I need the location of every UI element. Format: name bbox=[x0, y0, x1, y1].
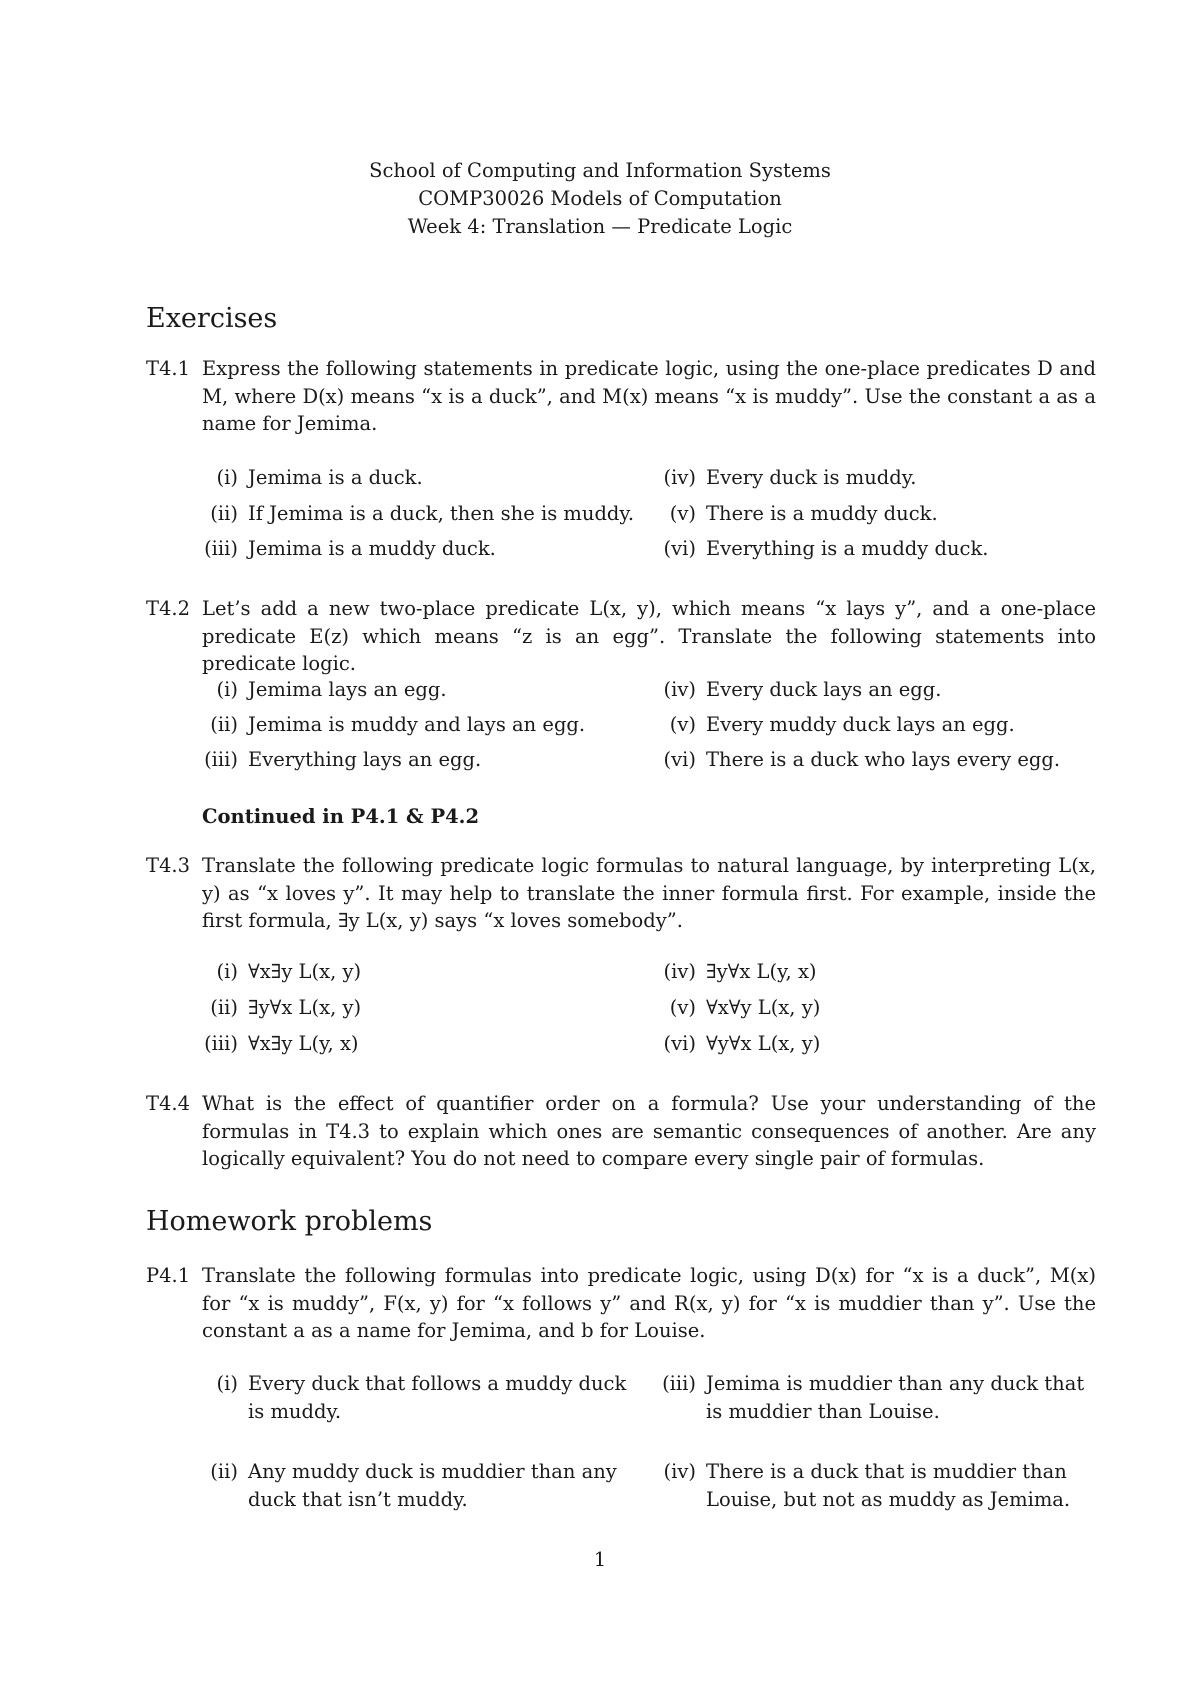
item-label: (iv) bbox=[663, 1460, 696, 1483]
item-text: Jemima is a muddy duck. bbox=[248, 537, 496, 560]
item-label: (iv) bbox=[663, 678, 696, 701]
homework-heading: Homework problems bbox=[146, 1206, 433, 1237]
problem-number: T4.1 bbox=[146, 357, 191, 380]
item-label: (iv) bbox=[663, 466, 696, 489]
problem-number: T4.2 bbox=[146, 597, 191, 620]
list-item bbox=[216, 1370, 643, 1425]
item-text: ∀x∃y L(x, y) bbox=[248, 960, 362, 983]
item-text: There is a muddy duck. bbox=[706, 502, 938, 525]
problem-t4-3 bbox=[146, 852, 1096, 935]
list-item bbox=[210, 711, 658, 739]
list-item bbox=[216, 676, 658, 704]
item-text: Everything lays an egg. bbox=[248, 748, 482, 771]
item-text: Every duck lays an egg. bbox=[706, 678, 942, 701]
list-item bbox=[669, 500, 1106, 528]
item-label: (v) bbox=[669, 713, 696, 736]
item-text: ∀x∃y L(y, x) bbox=[248, 1032, 359, 1055]
item-label: (ii) bbox=[210, 1460, 238, 1483]
list-item bbox=[663, 1030, 1106, 1058]
item-text: Every duck that follows a muddy duck is muddy. bbox=[248, 1372, 627, 1423]
item-text: Jemima lays an egg. bbox=[248, 678, 447, 701]
item-text: Jemima is a duck. bbox=[248, 466, 423, 489]
header-course: COMP30026 Models of Computation bbox=[418, 187, 782, 210]
problem-number: T4.3 bbox=[146, 854, 191, 877]
problem-t4-2 bbox=[146, 595, 1096, 678]
list-item bbox=[663, 746, 1106, 774]
problem-t4-4 bbox=[146, 1090, 1096, 1173]
item-label: (i) bbox=[216, 678, 238, 701]
list-item bbox=[210, 1458, 643, 1513]
item-label: (iv) bbox=[663, 960, 696, 983]
list-item bbox=[204, 746, 658, 774]
item-label: (i) bbox=[216, 960, 238, 983]
problem-text: Express the following statements in predicate logic, using the one-place predicates D and M, where D(x) means “x is a duck”, and M(x) means “x is muddy”. Use the constant a as a name for Jemima. bbox=[202, 357, 1096, 435]
item-text: If Jemima is a duck, then she is muddy. bbox=[248, 502, 635, 525]
item-label: (iii) bbox=[204, 537, 238, 560]
exercises-heading: Exercises bbox=[146, 303, 278, 334]
item-label: (v) bbox=[669, 996, 696, 1019]
page-number: 1 bbox=[593, 1548, 607, 1571]
item-text: Every duck is muddy. bbox=[706, 466, 917, 489]
document-header bbox=[0, 157, 1200, 241]
problem-t4-1 bbox=[146, 355, 1096, 438]
item-text: Any muddy duck is muddier than any duck that isn’t muddy. bbox=[248, 1460, 617, 1511]
item-label: (vi) bbox=[663, 748, 696, 771]
item-label: (iii) bbox=[204, 1032, 238, 1055]
item-label: (iii) bbox=[662, 1372, 696, 1395]
item-text: ∃y∀x L(y, x) bbox=[706, 960, 817, 983]
problem-number: P4.1 bbox=[146, 1264, 191, 1287]
header-school: School of Computing and Information Systems bbox=[369, 159, 831, 182]
item-text: There is a duck who lays every egg. bbox=[706, 748, 1061, 771]
item-text: Every muddy duck lays an egg. bbox=[706, 713, 1015, 736]
header-week: Week 4: Translation — Predicate Logic bbox=[407, 215, 793, 238]
item-text: There is a duck that is muddier than Louise, but not as muddy as Jemima. bbox=[706, 1460, 1071, 1511]
list-item bbox=[663, 676, 1106, 704]
item-label: (vi) bbox=[663, 537, 696, 560]
list-item bbox=[204, 535, 658, 563]
list-item bbox=[663, 535, 1106, 563]
item-text: ∀x∀y L(x, y) bbox=[706, 996, 821, 1019]
problem-text: What is the effect of quantifier order on a formula? Use your understanding of the formulas in T4.3 to explain which ones are semantic consequences of another. Are any logically equivalent? You do not need to compare every single pair of formulas. bbox=[202, 1092, 1096, 1170]
list-item bbox=[663, 958, 1106, 986]
problem-number: T4.4 bbox=[146, 1092, 191, 1115]
list-item bbox=[210, 994, 658, 1022]
item-label: (i) bbox=[216, 1372, 238, 1395]
problem-text: Translate the following formulas into predicate logic, using D(x) for “x is a duck”, M(x) for “x is muddy”, F(x, y) for “x follows y” and R(x, y) for “x is muddier than y”. Use the constant a as a name for Jemima, and b for Louise. bbox=[202, 1264, 1096, 1342]
item-label: (v) bbox=[669, 502, 696, 525]
item-text: ∀y∀x L(x, y) bbox=[706, 1032, 821, 1055]
list-item bbox=[216, 464, 658, 492]
list-item bbox=[669, 711, 1106, 739]
problem-text: Translate the following predicate logic formulas to natural language, by interpreting L(x, y) as “x loves y”. It may help to translate the inner formula first. For example, inside the first formula, ∃y L(x, y) says “x loves somebody”. bbox=[202, 854, 1096, 932]
list-item bbox=[669, 994, 1106, 1022]
problem-text: Let’s add a new two-place predicate L(x, y), which means “x lays y”, and a one-place predicate E(z) which means “z is an egg”. Translate the following statements into predicate logic. bbox=[202, 597, 1096, 675]
problem-p4-1 bbox=[146, 1262, 1096, 1345]
item-text: ∃y∀x L(x, y) bbox=[248, 996, 362, 1019]
item-label: (ii) bbox=[210, 502, 238, 525]
list-item bbox=[204, 1030, 658, 1058]
continued-note: Continued in P4.1 & P4.2 bbox=[202, 805, 480, 828]
list-item bbox=[663, 1458, 1101, 1513]
list-item bbox=[663, 464, 1106, 492]
item-text: Jemima is muddy and lays an egg. bbox=[248, 713, 586, 736]
list-item bbox=[210, 500, 658, 528]
item-label: (iii) bbox=[204, 748, 238, 771]
item-text: Everything is a muddy duck. bbox=[706, 537, 989, 560]
item-label: (i) bbox=[216, 466, 238, 489]
item-text: Jemima is muddier than any duck that is muddier than Louise. bbox=[706, 1372, 1085, 1423]
list-item bbox=[662, 1370, 1101, 1425]
item-label: (vi) bbox=[663, 1032, 696, 1055]
list-item bbox=[216, 958, 658, 986]
item-label: (ii) bbox=[210, 713, 238, 736]
item-label: (ii) bbox=[210, 996, 238, 1019]
